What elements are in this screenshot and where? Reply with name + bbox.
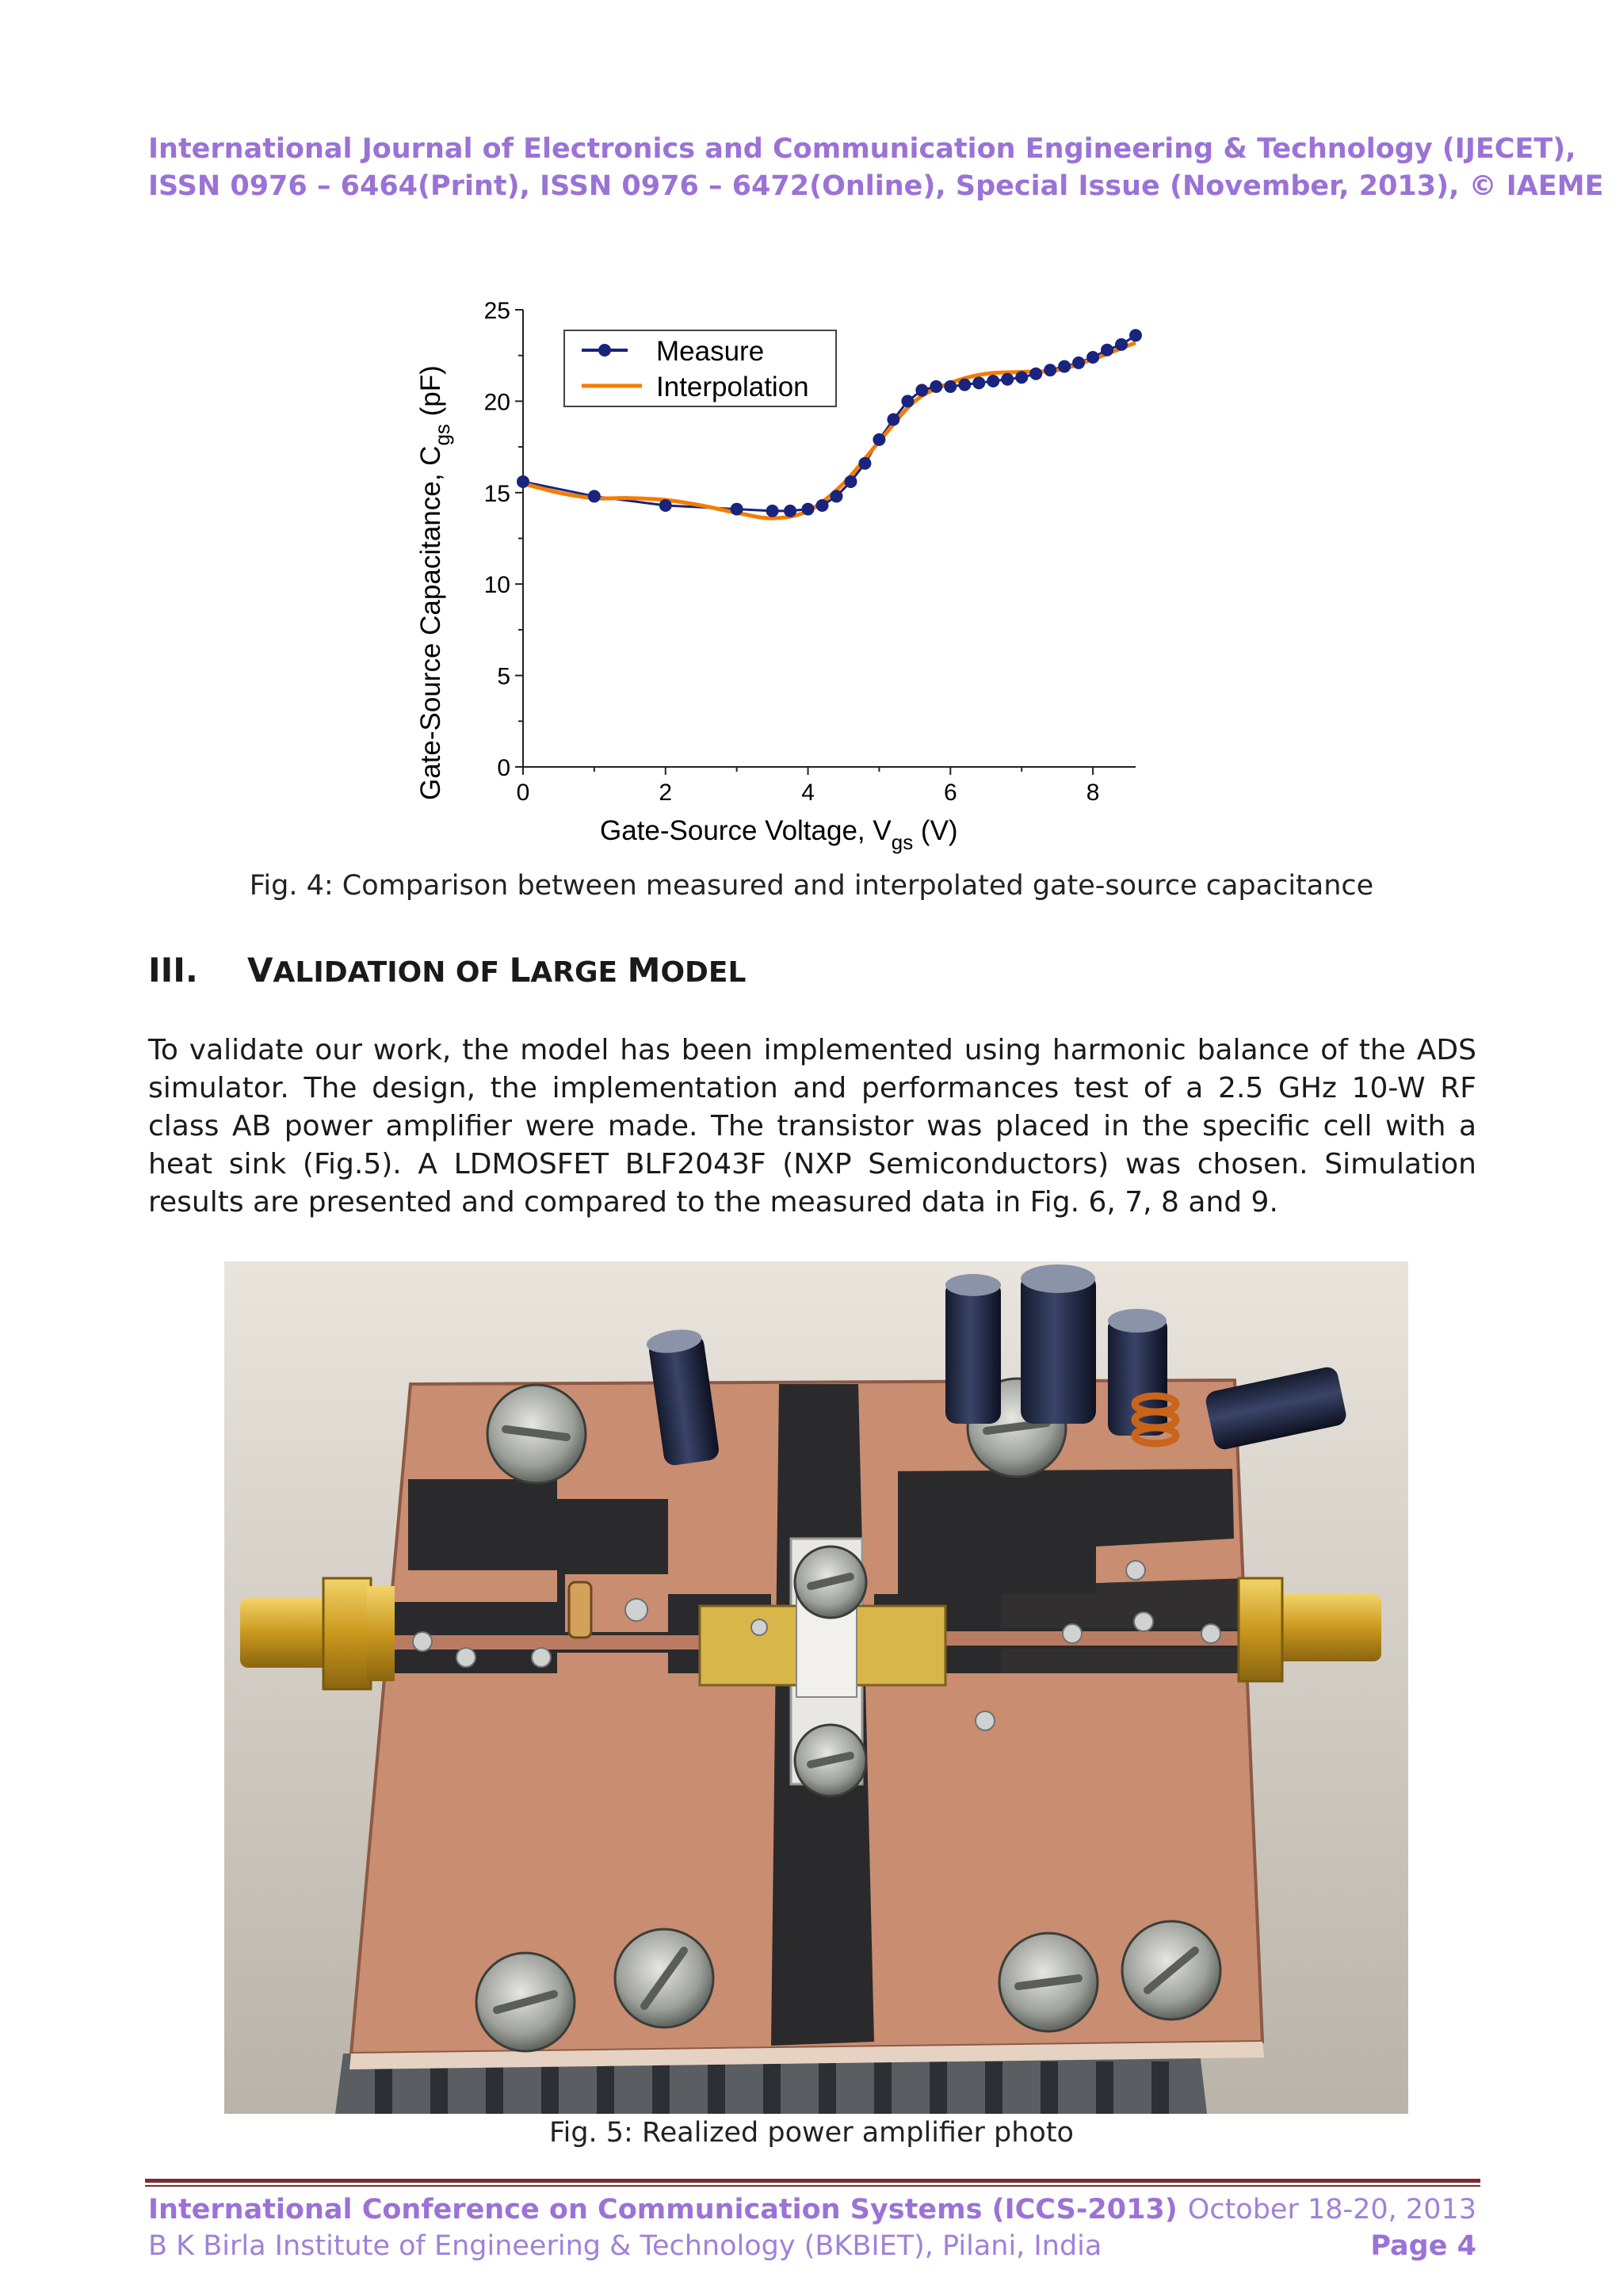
figure5-caption: Fig. 5: Realized power amplifier photo [549,2117,1074,2149]
footer-institute: B K Birla Institute of Engineering & Technology (BKBIET), Pilani, India [148,2230,1102,2262]
footer-page-number: Page 4 [1370,2230,1476,2262]
measure-point [517,475,529,488]
journal-header-line1: International Journal of Electronics and Communication Engineering & Technology (IJECET), [148,133,1576,165]
measure-point [873,433,885,446]
measure-point [1129,329,1142,341]
measure-point [1029,368,1042,380]
measure-point [987,375,999,387]
measure-point [766,505,779,517]
measure-point [1101,344,1113,357]
y-tick-label: 10 [483,572,510,599]
x-tick-label: 4 [801,780,815,806]
chart-legend [564,330,836,406]
capacitance-chart [412,285,1220,856]
measure-point [1001,373,1014,386]
legend-marker-measure [598,344,611,357]
section-heading: III. VALIDATION OF LARGE MODEL [148,951,747,990]
legend-label-interpolation: Interpolation [656,372,809,402]
measure-point [1015,371,1028,383]
journal-header-line2: ISSN 0976 – 6464(Print), ISSN 0976 – 6472(Online), Special Issue (November, 2013), © IAEME [148,170,1604,202]
x-tick-label: 0 [516,780,530,806]
measure-point [930,380,942,393]
measure-point [958,379,971,391]
measure-point [887,413,899,425]
measure-point [802,503,815,516]
measure-point [659,499,672,512]
power-amplifier-photo [224,1261,1408,2114]
y-tick-label: 15 [483,480,510,507]
measure-point [1072,357,1085,369]
y-tick-label: 5 [497,663,510,690]
footer-rule-thin [145,2185,1480,2187]
footer-dates: October 18-20, 2013 [1187,2194,1476,2225]
measure-point [830,490,842,502]
body-paragraph: To validate our work, the model has been implemented using harmonic balance of the ADS simulator. The design, the implementation and performances test of a 2.5 GHz 10-W RF class AB power amplifier were made. The transistor was placed in the specific cell with a heat sink (Fig.5). A LDMOSFET BLF2043F (NXP Semiconductors) was chosen. Simulation results are presented and compared to the measured data in Fig. 6, 7, 8 and 9. [148,1034,1476,1219]
measure-point [858,457,871,470]
measure-point [1058,360,1071,373]
page-footer [148,2191,1476,2264]
measure-point [784,505,796,517]
measure-point [1044,364,1056,376]
x-tick-label: 6 [943,780,957,806]
x-axis-title: Gate-Source Voltage, $V_{gs}$ (V) [600,815,958,854]
legend-label-measure: Measure [656,336,765,367]
measure-point [816,499,829,512]
figure4-caption: Fig. 4: Comparison between measured and interpolated gate-source capacitance [249,870,1374,902]
measure-point [944,380,957,393]
journal-header [148,131,1604,205]
measure-point [1115,338,1128,351]
footer-rule [145,2179,1480,2183]
measure-point [1086,351,1099,364]
measure-point [588,490,601,502]
measure-point [844,475,857,488]
section-number: III. [148,951,198,990]
footer-conference: International Conference on Communication Systems (ICCS-2013) [148,2194,1178,2225]
y-tick-label: 25 [483,298,510,324]
x-tick-label: 8 [1086,780,1100,806]
measure-point [915,384,928,397]
measure-point [731,503,743,516]
y-axis-title: Gate-Source Capacitance, $C_{gs}$ (pF) [415,365,454,800]
y-tick-label: 0 [497,755,510,781]
x-tick-label: 2 [659,780,673,806]
measure-point [972,376,985,389]
measure-point [901,395,914,407]
y-tick-label: 20 [483,389,510,416]
